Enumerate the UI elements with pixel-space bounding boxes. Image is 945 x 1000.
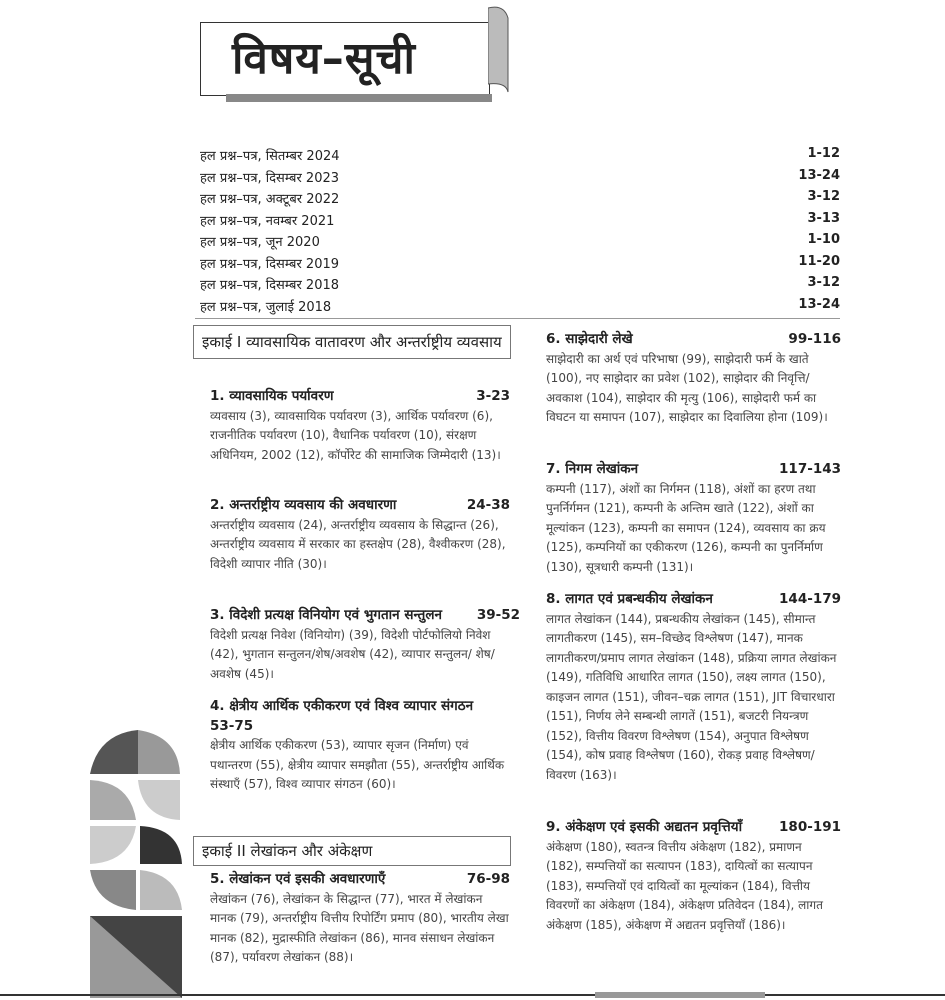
unit-2-heading: इकाई II लेखांकन और अंकेक्षण [193,836,511,866]
footer-accent [595,992,765,998]
list-item[interactable]: हल प्रश्न–पत्र, दिसम्बर 2019 11-20 [200,253,840,272]
divider [195,318,840,319]
title-banner-shadow [226,94,492,102]
solved-papers-list [200,146,840,318]
list-item[interactable]: हल प्रश्न–पत्र, जून 2020 1-10 [200,232,840,250]
list-item[interactable]: हल प्रश्न–पत्र, नवम्बर 2021 3-13 [200,210,840,229]
list-item[interactable]: हल प्रश्न–पत्र, जुलाई 2018 13-24 [200,296,840,315]
chapter-3[interactable]: 3. विदेशी प्रत्यक्ष विनियोग एवं भुगतान सन्तुलन 39-52 विदेशी प्रत्यक्ष निवेश (विनियोग) (39), विदेशी पोर्टफोलियो निवेश (42), भुगतान सन्तुलन/शेष/अवशेष (42), व्यापार सन्तुलन/ शेष/अवशेष (45)। [210,607,520,681]
page-title: विषय–सूची [232,33,416,84]
decorative-leaf-shapes [90,730,185,1000]
unit-1-heading: इकाई I व्यावसायिक वातावरण और अन्तर्राष्ट्रीय व्यवसाय [193,325,511,359]
title-scroll-curl [488,4,510,94]
chapter-1[interactable]: 1. व्यावसायिक पर्यावरण 3-23 व्यवसाय (3), व्यावसायिक पर्यावरण (3), आर्थिक पर्यावरण (6), राजनीतिक पर्यावरण (10), वैधानिक पर्यावरण (10), संरक्षण अधिनियम, 2002 (12), कॉर्पोरेट की सामाजिक जिम्मेदारी (13)। [210,388,510,462]
list-item[interactable]: हल प्रश्न–पत्र, अक्टूबर 2022 3-12 [200,189,840,207]
chapter-2[interactable]: 2. अन्तर्राष्ट्रीय व्यवसाय की अवधारणा 24-38 अन्तर्राष्ट्रीय व्यवसाय (24), अन्तर्राष्ट्रीय व्यवसाय के सिद्धान्त (26), अन्तर्राष्ट्रीय व्यवसाय में सरकार का हस्तक्षेप (28), वैश्वीकरण (28), विदेशी व्यापार नीति (30)। [210,497,510,571]
chapter-7[interactable]: 7. निगम लेखांकन 117-143 कम्पनी (117), अंशों का निर्गमन (118), अंशों का हरण तथा पुनर्निर्गमन (121), कम्पनी के अन्तिम खाते (122), अंशों का मूल्यांकन (123), कम्पनी का समापन (124), व्यवसाय का क्रय (125), कम्पनियों का एकीकरण (126), कम्पनी का पुनर्निर्माण (130), सूत्रधारी कम्पनी (131)। [546,461,841,574]
chapter-6[interactable]: 6. साझेदारी लेखे 99-116 साझेदारी का अर्थ एवं परिभाषा (99), साझेदारी फर्म के खाते (100), नए साझेदार का प्रवेश (102), साझेदार की निवृत्ति/अवकाश (104), साझेदार की मृत्यु (106), साझेदारी फर्म का विघटन या समापन (107), साझेदार का दिवालिया होना (109)। [546,331,841,424]
chapter-8[interactable]: 8. लागत एवं प्रबन्धकीय लेखांकन 144-179 लागत लेखांकन (144), प्रबन्धकीय लेखांकन (145), सीमान्त लागतीकरण (145), सम–विच्छेद विश्लेषण (147), मानक लागतीकरण/प्रमाप लागत लेखांकन (148), प्रक्रिया लागत लेखांकन (149), गतिविधि आधारित लागत (150), लक्ष्य लागत (150), काइजन लागत (151), जीवन–चक्र लागत (151), JIT विचारधारा (151), निर्णय लेने सम्बन्धी लागतें (151), बजटरी नियन्त्रण (152), वित्तीय विवरण विश्लेषण (154), अनुपात विश्लेषण (154), कोष प्रवाह विश्लेषण (160), रोकड़ प्रवाह विश्लेषण/विवरण (163)। [546,591,841,782]
list-item[interactable]: हल प्रश्न–पत्र, दिसम्बर 2023 13-24 [200,167,840,186]
list-item[interactable]: हल प्रश्न–पत्र, सितम्बर 2024 1-12 [200,146,840,164]
list-item[interactable]: हल प्रश्न–पत्र, दिसम्बर 2018 3-12 [200,275,840,293]
chapter-4[interactable]: 4. क्षेत्रीय आर्थिक एकीकरण एवं विश्व व्यापार संगठन 53-75 क्षेत्रीय आर्थिक एकीकरण (53), व्यापार सृजन (निर्माण) एवं पथान्तरण (55), क्षेत्रीय व्यापार समझौता (55), अन्तर्राष्ट्रीय आर्थिक संस्थाएँ (57), विश्व व्यापार संगठन (60)। [210,698,505,791]
footer-rule [0,994,945,996]
chapter-5[interactable]: 5. लेखांकन एवं इसकी अवधारणाएँ 76-98 लेखांकन (76), लेखांकन के सिद्धान्त (77), भारत में लेखांकन मानक (79), अन्तर्राष्ट्रीय वित्तीय रिपोर्टिंग प्रमाप (80), भारतीय लेखा मानक (82), मुद्रास्फीति लेखांकन (86), मानव संसाधन लेखांकन (87), पर्यावरण लेखांकन (88)। [210,871,510,964]
chapter-9[interactable]: 9. अंकेक्षण एवं इसकी अद्यतन प्रवृत्तियाँ 180-191 अंकेक्षण (180), स्वतन्त्र वित्तीय अंकेक्षण (182), प्रमाणन (182), सम्पत्तियों का सत्यापन (183), दायित्वों का सत्यापन (183), सम्पत्तियों एवं दायित्वों का मूल्यांकन (184), वित्तीय विवरणों का अंकेक्षण (184), अंकेक्षण प्रतिवेदन (184), लागत अंकेक्षण (185), अंकेक्षण में अद्यतन प्रवृत्तियाँ (186)। [546,819,841,932]
